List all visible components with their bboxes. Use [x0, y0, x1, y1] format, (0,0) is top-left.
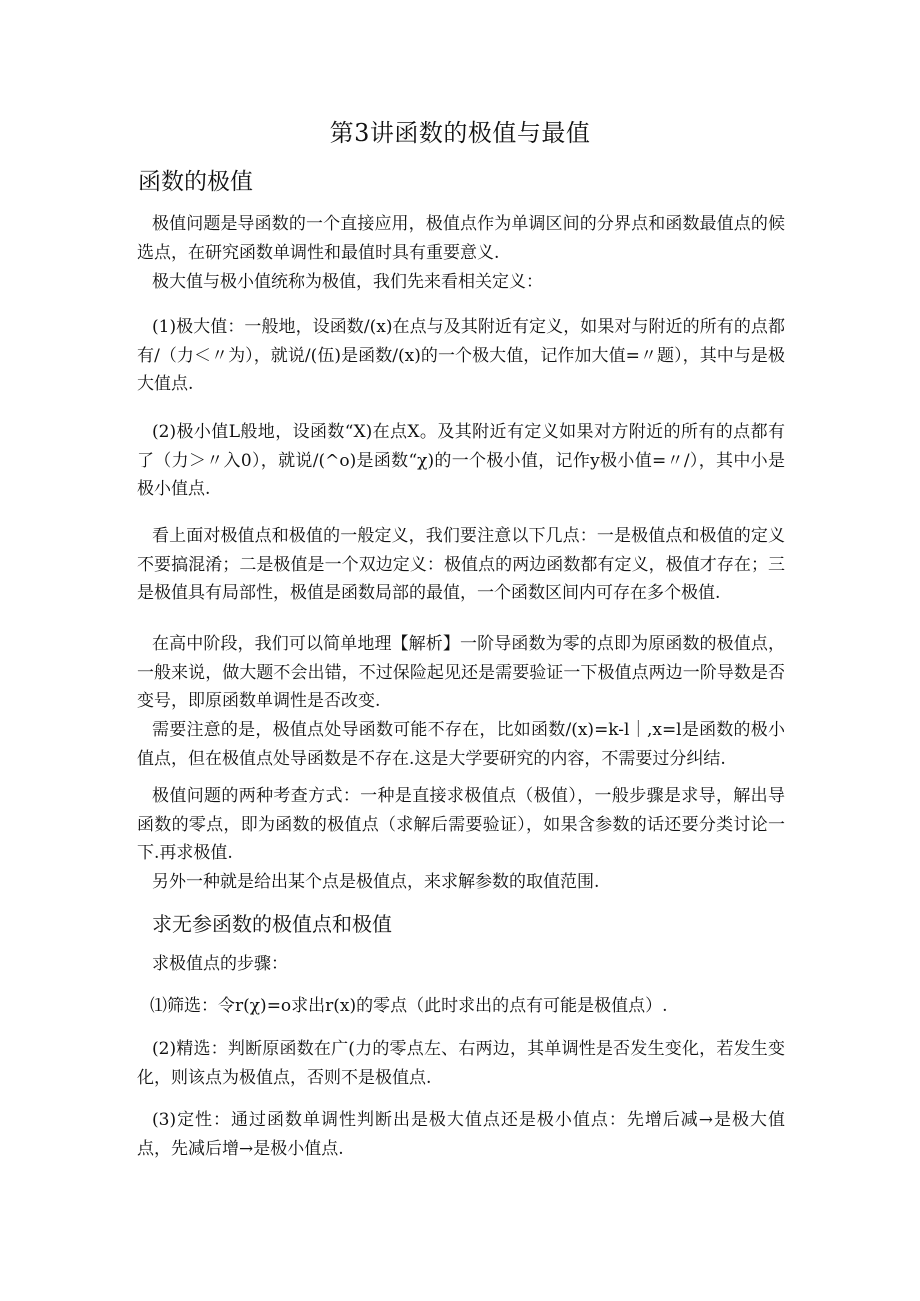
paragraph-parameter-range: 另外一种就是给出某个点是极值点，来求解参数的取值范围. [152, 872, 600, 892]
paragraph-maximum-definition: (1)极大值：一般地，设函数/(x)在点与及其附近有定义，如果对与附近的所有的点都有/（力＜〃为），就说/(伍)是函数/(x)的一个极大值，记作加大值=〃题），其中与是极大值点. [137, 317, 785, 395]
step-characterizing: (3)定性：通过函数单调性判断出是极大值点还是极小值点：先增后减→是极大值点，先减后增→是极小值点. [137, 1110, 785, 1159]
section-heading-no-parameter: 求无参函数的极值点和极值 [152, 912, 392, 936]
section-heading-extremum: 函数的极值 [138, 169, 253, 195]
step-screening: ⑴筛选：令r(χ)=o求出r(x)的零点（此时求出的点有可能是极值点）. [150, 996, 668, 1016]
paragraph-nondifferentiable: 需要注意的是，极值点处导函数可能不存在，比如函数/(x)=k-l｜,x=l是函数的极小值点，但在极值点处导函数是不存在.这是大学要研究的内容，不需要过分纠结. [137, 720, 785, 769]
paragraph-notes: 看上面对极值点和极值的一般定义，我们要注意以下几点：一是极值点和极值的定义不要搞混淆；二是极值是一个双边定义：极值点的两边函数都有定义，极值才存在；三是极值具有局部性，极值是函数局部的最值，一个函数区间内可存在多个极值. [137, 526, 785, 604]
paragraph-steps-lead: 求极值点的步骤： [152, 954, 288, 974]
page-title: 第3讲函数的极值与最值 [329, 119, 591, 147]
paragraph-definition-lead: 极大值与极小值统称为极值，我们先来看相关定义： [152, 272, 543, 292]
paragraph-intro: 极值问题是导函数的一个直接应用，极值点作为单调区间的分界点和函数最值点的候选点，在研究函数单调性和最值时具有重要意义. [137, 214, 785, 263]
paragraph-minimum-definition: (2)极小值L般地，设函数“X)在点X。及其附近有定义如果对方附近的所有的点都有了（力＞〃入0），就说/(^o)是函数“χ)的一个极小值，记作y极小值=〃/），其中小是极小值点. [137, 422, 785, 500]
paragraph-high-school: 在高中阶段，我们可以简单地理【解析】一阶导函数为零的点即为原函数的极值点，一般来说，做大题不会出错，不过保险起见还是需要验证一下极值点两边一阶导数是否变号，即原函数单调性是否改变. [137, 634, 785, 712]
step-refining: (2)精选：判断原函数在广(力的零点左、右两边，其单调性是否发生变化，若发生变化，则该点为极值点，否则不是极值点. [137, 1039, 785, 1088]
paragraph-two-methods: 极值问题的两种考查方式：一种是直接求极值点（极值），一般步骤是求导，解出导函数的零点，即为函数的极值点（求解后需要验证），如果含参数的话还要分类讨论一下.再求极值. [137, 786, 785, 864]
